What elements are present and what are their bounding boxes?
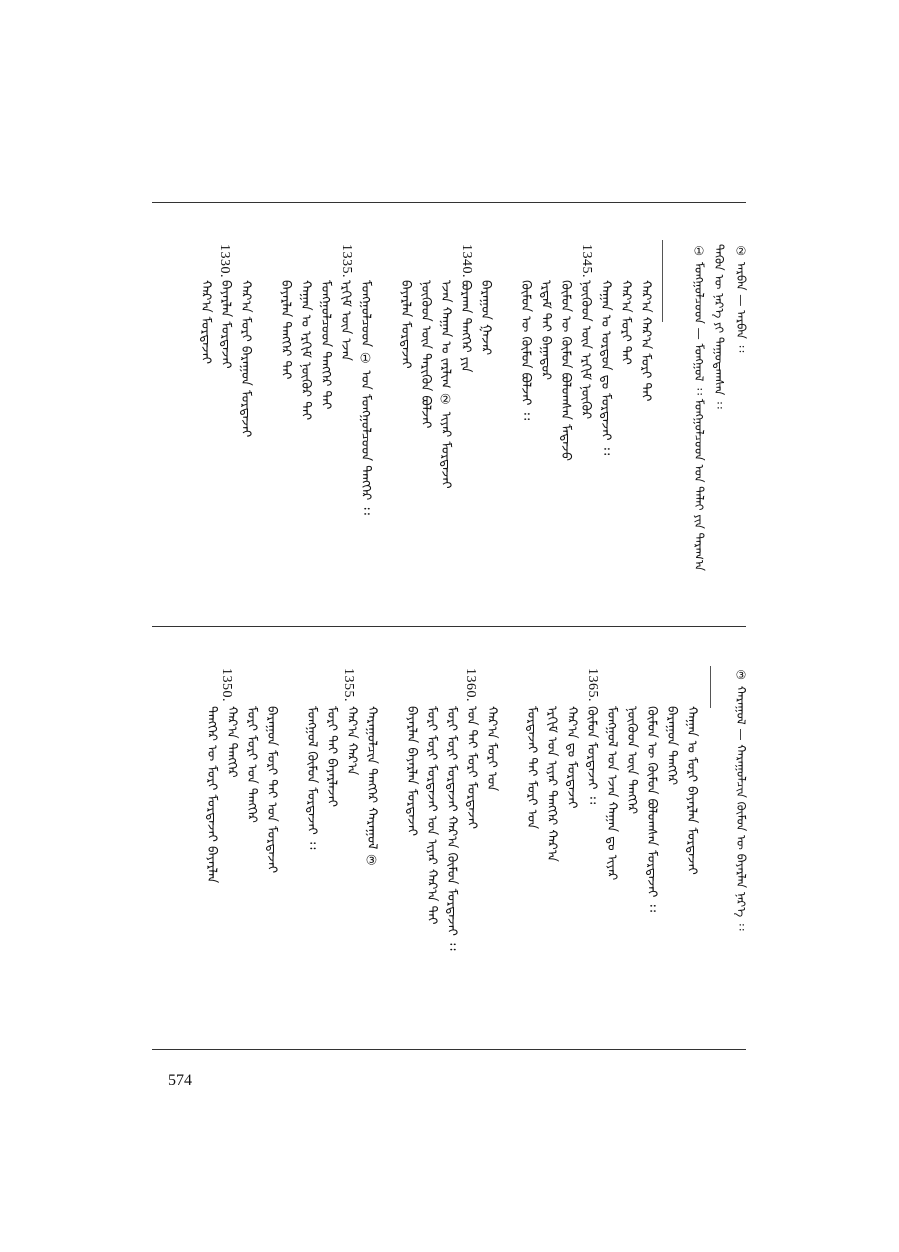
line-number: 1345. [579, 244, 594, 278]
line-number: 1340. [459, 244, 474, 278]
verse-line: ᠲᠡᠩᠭᠡᠷ ᠦ ᠮᠣᠷᠢ ᠮᠣᠷᠳᠠᠵᠠᠢ ᠪᠠᠶᠠᠷᠯᠠᠨ [204, 706, 219, 884]
footnote-separator [662, 240, 663, 322]
line-number: 1365. [585, 668, 600, 702]
verse-line: ᠬᠦᠮᠦᠨ ᠦ ᠬᠦᠮᠦᠨ ᠪᠣᠯᠵᠠᠢ ᠄᠄ [518, 280, 533, 421]
verse-line: ᠪᠠᠶᠠᠷᠯᠠᠨ ᠲᠡᠩᠭᠡᠷ ᠲᠡᠢ [278, 280, 293, 380]
verse-line: ᠬᠠᠷᠠᠭᠤᠯᠴᠢᠨ ᠲᠡᠩᠭᠡᠷ ᠬᠠᠷᠠᠭᠤᠯ ③ [364, 706, 379, 869]
verse-line: ᠡᠵᠡᠨ ᠬᠠᠭᠠᠨ ᠤ ᠵᠠᠷᠯᠢᠭ ② ᠢᠶᠡᠷ ᠮᠣᠷᠳᠠᠵᠠᠢ [438, 280, 453, 489]
verse-line: ᠮᠣᠷᠢ ᠮᠣᠷᠢ ᠤᠨ ᠲᠡᠩᠭᠡᠷ [244, 706, 259, 823]
bottom-rule [152, 1049, 746, 1050]
verse-line: ᠮᠣᠩᠭᠣᠯ ᠬᠦᠮᠦᠨ ᠮᠣᠷᠳᠠᠵᠠᠢ ᠄᠄ [304, 706, 319, 850]
verse-line: ᠪᠠᠶᠠᠷᠯᠠᠨ ᠮᠣᠷᠳᠠᠵᠠᠢ [398, 280, 413, 369]
verse-line: ᠬᠠᠭᠠᠨ ᠤ ᠡᠷᠬᠢᠮ ᠨᠥᠬᠦᠷ ᠲᠠᠢ [298, 280, 313, 421]
top-rule [152, 202, 746, 203]
verse-line: ᠪᠣᠷᠬᠠᠨ ᠲᠡᠩᠭᠡᠷ ᠶᠢᠨ [458, 280, 473, 373]
verse-line: ᠨᠥᠬᠦᠳ ᠦᠨ ᠲᠡᠷᠢᠭᠦᠨ ᠪᠣᠯᠵᠠᠢ [418, 280, 433, 429]
verse-line: ᠬᠠᠭᠠᠨ ᠤ ᠣᠷᠳᠣᠨ ᠳᠤ ᠮᠣᠷᠳᠠᠵᠠᠢ ᠄᠄ [598, 280, 613, 456]
verse-line: ᠬᠠᠷ᠎ᠠ ᠬᠠᠷ᠎ᠠ [344, 706, 359, 776]
line-number: 1355. [341, 668, 356, 702]
verse-line: ᠮᠣᠩᠭᠣᠯᠴᠤᠳ ① ᠤᠨ ᠮᠣᠩᠭᠣᠯᠴᠤᠳ ᠲᠡᠩᠭᠡᠷ ᠄᠄ [358, 280, 373, 515]
verse-line: ᠬᠦᠮᠦᠨ ᠦ ᠬᠦᠮᠦᠨ ᠪᠣᠯᠣᠭᠰᠠᠨ ᠮᠣᠷᠳᠠᠵᠠᠢ ᠄᠄ [644, 706, 659, 913]
verse-line: ᠬᠠᠷ᠎ᠠ ᠮᠣᠷᠢ ᠲᠠᠢ [618, 280, 633, 365]
verse-line: ᠬᠠᠷ᠎ᠠ ᠮᠣᠷᠢ ᠤᠨ [484, 706, 499, 792]
verse-line: ᠮᠣᠩᠭᠣᠯᠴᠤᠳ ᠲᠡᠩᠭᠡᠷ ᠲᠡᠢ [318, 280, 333, 410]
line-number: 1360. [463, 668, 478, 702]
verse-line: ᠪᠠᠷᠠᠭᠤᠨ ᠭᠠᠵᠠᠷ [478, 280, 493, 356]
verse-line: ᠪᠠᠶᠠᠷᠯᠠᠨ ᠪᠠᠶᠠᠷᠯᠠᠨ ᠮᠣᠷᠳᠠᠵᠠᠢ [404, 706, 419, 837]
footnote-separator [710, 666, 711, 708]
footnote-1-cont: ᠲᠡᠭᠦᠨ ᠦ ᠨᠡᠷ᠎ᠡ ᠶᠢ ᠳᠠᠭᠤᠳᠠᠭᠰᠠᠨ ᠄᠄ [712, 244, 726, 409]
verse-line: ᠮᠣᠷᠢ ᠮᠣᠷᠢ ᠮᠣᠷᠳᠠᠵᠠᠢ ᠬᠠᠷ᠎ᠠ ᠬᠦᠮᠦᠨ ᠮᠣᠷᠳᠠᠵᠠᠢ ᠄᠄ [444, 706, 459, 951]
footnote-3: ③ ᠬᠠᠷᠠᠭᠤᠯ — ᠬᠠᠷᠠᠭᠤᠯᠴᠢᠨ ᠬᠦᠮᠦᠨ ᠦ ᠪᠠᠶᠠᠷᠯᠠᠨ ᠨᠡᠷ᠎ᠡ ᠄᠄ [734, 668, 748, 931]
verse-line: ᠡᠷᠳᠡᠮ ᠳᠡᠢ ᠪᠠᠭᠠᠲᠤᠷ [538, 280, 553, 381]
verse-line: ᠨᠥᠬᠦᠳ ᠦᠨ ᠡᠷᠬᠢᠮ ᠨᠥᠬᠦᠷ [578, 280, 593, 420]
verse-line: ᠮᠣᠩᠭᠣᠯ ᠤᠨ ᠡᠵᠡᠨ ᠬᠠᠭᠠᠨ ᠳᠤ ᠢᠶᠡᠷ [604, 706, 619, 881]
middle-rule [152, 626, 746, 627]
verse-line: ᠮᠣᠷᠢ ᠮᠣᠷᠢ ᠮᠣᠷᠳᠠᠵᠠᠢ ᠤᠨ ᠢᠶᠡᠷ ᠬᠠᠷ᠎ᠠ ᠲᠠᠢ [424, 706, 439, 925]
verse-line: ᠬᠠᠷ᠎ᠠ ᠳᠤ ᠮᠣᠷᠳᠠᠵᠠᠢ [564, 706, 579, 809]
line-number: 1335. [339, 244, 354, 278]
footnote-1: ① ᠮᠣᠩᠭᠣᠯᠴᠤᠳ — ᠮᠣᠩᠭᠣᠯ ᠄᠄ ᠮᠣᠩᠭᠣᠯᠴᠤᠳ ᠤᠨ ᠳᠠᠯᠠᠢ ᠶᠢᠨ ᠳᠠᠷᠠᠭ᠎ᠠ [692, 244, 706, 571]
verse-line: ᠮᠣᠷᠢ ᠲᠡᠢ ᠪᠠᠶᠠᠷᠯᠠᠵᠠᠢ [324, 706, 339, 808]
verse-line: ᠬᠠᠷ᠎ᠠ ᠲᠡᠩᠭᠡᠷ [224, 706, 239, 778]
verse-line: ᠬᠦᠮᠦᠨ ᠮᠣᠷᠳᠠᠵᠠᠢ ᠄᠄ [584, 706, 599, 805]
verse-line: ᠡᠷᠬᠢᠮ ᠤᠨ ᠢᠶᠡᠷ ᠲᠡᠩᠭᠡᠷ ᠬᠠᠷ᠎ᠠ [544, 706, 559, 862]
verse-line: ᠬᠠᠷ᠎ᠠ ᠮᠣᠷᠳᠠᠵᠠᠢ [198, 280, 213, 364]
verse-line: ᠬᠦᠮᠦᠨ ᠦ ᠬᠦᠮᠦᠨ ᠪᠣᠯᠣᠭᠰᠠᠨ ᠮᠡᠳᠡᠵᠦ [558, 280, 573, 461]
page-number: 574 [168, 1072, 192, 1089]
verse-line: ᠨᠥᠬᠦᠳ ᠦᠨ ᠲᠡᠩᠭᠡᠷ [624, 706, 639, 815]
line-number: 1350. [219, 668, 234, 702]
verse-line: ᠬᠠᠷ᠎ᠠ ᠬᠠᠷ᠎ᠠ ᠮᠣᠷᠢ ᠲᠠᠢ [638, 280, 653, 402]
footnote-2: ② ᠠᠷᠪᠠᠨ — ᠠᠷᠪᠠᠨ ᠄᠄ [734, 244, 748, 353]
verse-line: ᠮᠣᠷᠳᠠᠵᠠᠢ ᠲᠡᠢ ᠮᠣᠷᠢ ᠤᠨ [524, 706, 539, 830]
verse-line: ᠪᠠᠷᠠᠭᠤᠨ ᠲᠡᠩᠭᠡᠷ [664, 706, 679, 786]
verse-line: ᠪᠠᠶᠠᠷᠯᠠᠨ ᠮᠣᠷᠳᠠᠵᠠᠢ [218, 280, 233, 369]
verse-line: ᠬᠠᠷ᠎ᠠ ᠮᠣᠷᠢ ᠪᠠᠷᠠᠭᠤᠨ ᠮᠣᠷᠳᠠᠵᠠᠢ [238, 280, 253, 438]
verse-line: ᠪᠠᠷᠠᠭᠤᠨ ᠮᠣᠷᠢ ᠲᠡᠢ ᠤᠨ ᠮᠣᠷᠳᠠᠵᠠᠢ [264, 706, 279, 874]
verse-line: ᠡᠷᠬᠢᠮ ᠦᠨ ᠡᠵᠡᠨ [338, 280, 353, 361]
verse-line: ᠤᠨ ᠲᠡᠢ ᠮᠣᠷᠢ ᠮᠣᠷᠳᠠᠵᠠᠢ [464, 706, 479, 830]
verse-line: ᠬᠠᠭᠠᠨ ᠤ ᠮᠣᠷᠢ ᠪᠠᠶᠠᠷᠯᠠᠨ ᠮᠣᠷᠳᠠᠵᠠᠢ [684, 706, 699, 875]
line-number: 1330. [217, 244, 232, 278]
